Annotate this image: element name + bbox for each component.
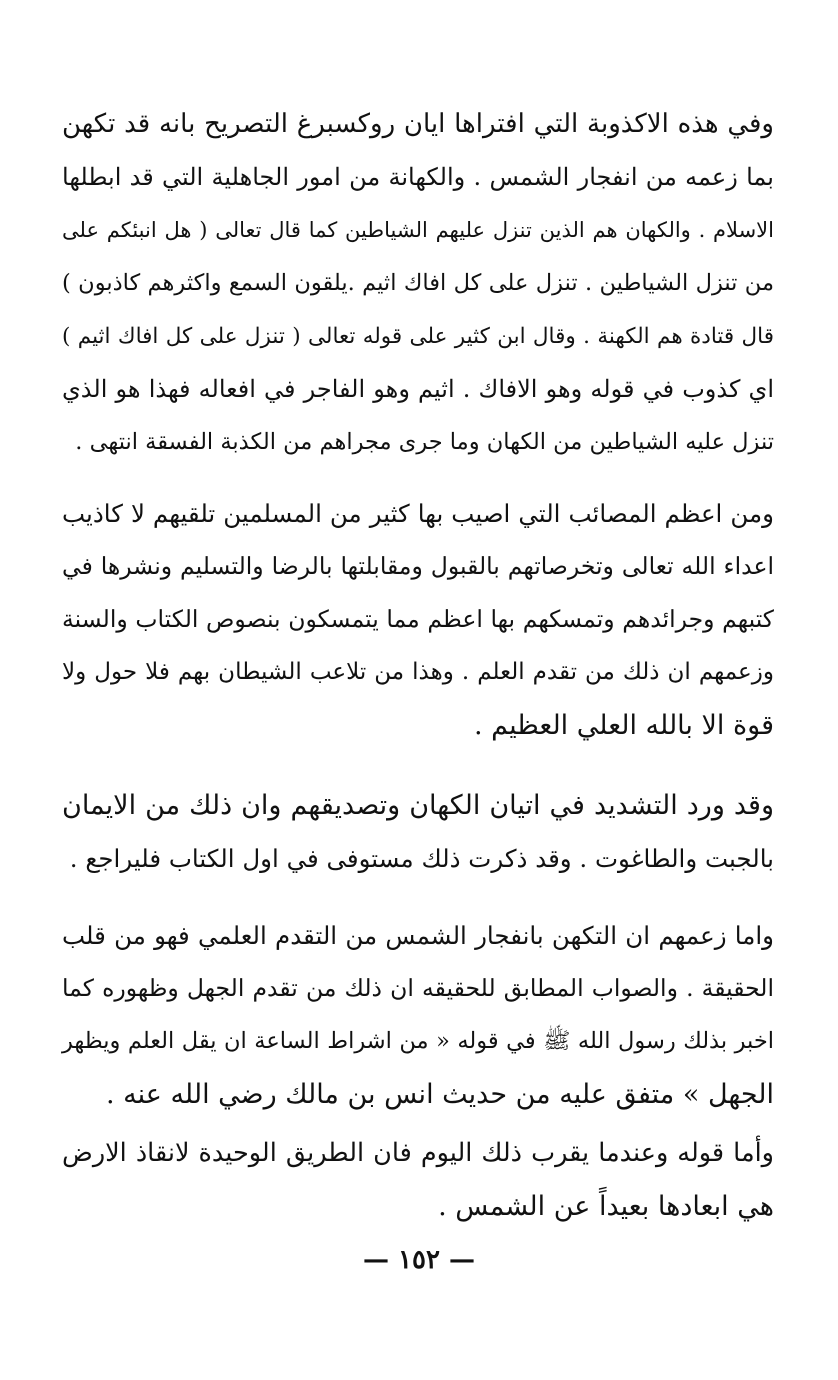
text-line: الحقيقة . والصواب المطابق للحقيقه ان ذلك من تقدم الجهل وظهوره كما [62,974,774,1002]
text-line: بما زعمه من انفجار الشمس . والكهانة من امور الجاهلية التي قد ابطلها [62,163,774,191]
text-line: قال قتادة هم الكهنة . وقال ابن كثير على قوله تعالى ( تنزل على كل افاك اثيم ) [62,324,774,349]
text-line: وأما قوله وعندما يقرب ذلك اليوم فان الطريق الوحيدة لانقاذ الارض [62,1138,774,1168]
text-line: اعداء الله تعالى وتخرصاتهم بالقبول ومقابلتها بالرضا والتسليم ونشرها في [62,552,774,580]
text-line: كتبهم وجرائدهم وتمسكهم بها اعظم مما يتمسكون بنصوص الكتاب والسنة [62,605,774,633]
text-line: اخبر بذلك رسول الله ﷺ في قوله « من اشراط الساعة ان يقل العلم ويظهر [62,1028,774,1054]
text-line: الجهل » متفق عليه من حديث انس بن مالك رضي الله عنه . [105,1079,774,1110]
paragraph-4 [62,909,774,1121]
text-line: ومن اعظم المصائب التي اصيب بها كثير من المسلمين تلقيهم لا كاذيب [62,499,774,528]
paragraph-1 [62,98,774,469]
text-line: من تنزل الشياطين . تنزل على كل افاك اثيم .يلقون السمع واكثرهم كاذبون ) [62,270,774,296]
text-line: وفي هذه الاكذوبة التي افتراها ايان روكسبرغ التصريح بانه قد تكهن [62,109,774,139]
text-line: وزعمهم ان ذلك من تقدم العلم . وهذا من تلاعب الشيطان بهم فلا حول ولا [62,659,774,685]
text-line: بالجبت والطاغوت . وقد ذكرت ذلك مستوفى في اول الكتاب فليراجع . [69,844,774,873]
paragraph-5 [62,1127,774,1233]
text-line: وقد ورد التشديد في اتيان الكهان وتصديقهم وان ذلك من الايمان [62,790,774,821]
text-line: واما زعمهم ان التكهن بانفجار الشمس من التقدم العلمي فهو من قلب [62,921,774,950]
paragraph-3 [62,779,774,885]
paragraph-2 [62,487,774,752]
text-line: اي كذوب في قوله وهو الافاك . اثيم وهو الفاجر في افعاله فهذا هو الذي [62,375,774,403]
page-number: — ١٥٢ — [362,1245,476,1275]
text-line: هي ابعادها بعيداً عن الشمس . [438,1191,774,1222]
text-line: تنزل عليه الشياطين من الكهان وما جرى مجراهم من الكذبة الفسقة انتهى . [75,429,774,455]
text-line: قوة الا بالله العلي العظيم . [474,710,774,741]
text-line: الاسلام . والكهان هم الذين تنزل عليهم الشياطين كما قال تعالى ( هل انبئكم على [62,218,774,242]
